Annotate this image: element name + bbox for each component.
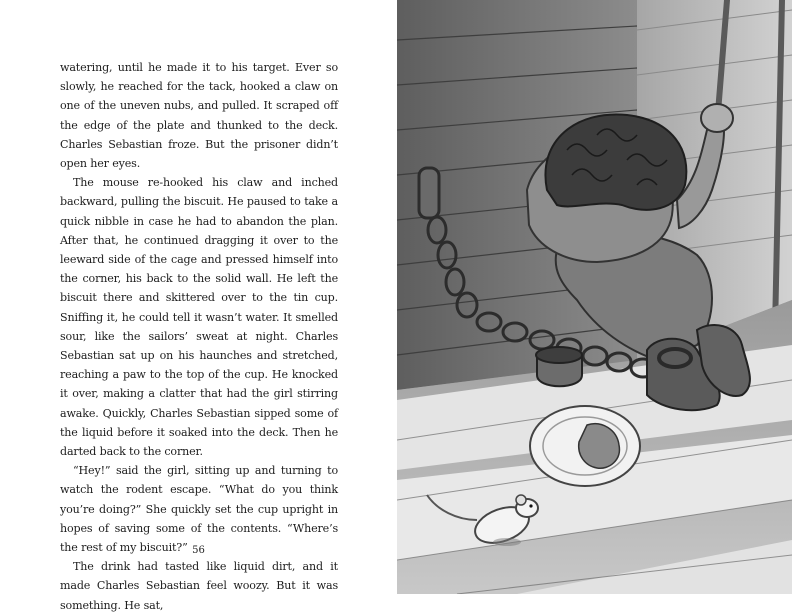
- paragraph-4: The drink had tasted like liquid dirt, and it made Charles Sebastian feel woozy. But it was something. He sat,: [60, 560, 338, 612]
- paragraph-1: watering, until he made it to his target. Ever so slowly, he reached for the tack, hooked a claw on one of the uneven nubs, and pulled. It scraped off the edge of the plate and thunked to the deck. Charles Sebastian froze. But the prisoner didn’t open her eyes.: [60, 61, 338, 171]
- text-page: [0, 0, 397, 612]
- paragraph-2: The mouse re-hooked his claw and inched backward, pulling the biscuit. He paused to take a quick nibble in case he had to abandon the plan. After that, he continued dragging it over to the leeward side of the cage and pressed himself into the corner, his back to the solid wall. He left the biscuit there and skittered over to the tin cup. Sniffing it, he could tell it wasn’t water. It smelled sour, like the sailors’ sweat at night. Charles Sebastian sat up on his haunches and stretched, reaching a paw to the top of the cup. He knocked it over, making a clatter that had the girl stirring awake. Quickly, Charles Sebastian sipped some of the liquid before it soaked into the deck. Then he darted back to the corner.: [60, 176, 338, 459]
- page-number: 56: [192, 545, 205, 556]
- page-text: [60, 58, 338, 615]
- tin-cup: [536, 347, 582, 386]
- plate-with-biscuit: [530, 406, 640, 486]
- paragraph-3: “Hey!” said the girl, sitting up and turning to watch the rodent escape. “What do you think you’re doing?” She quickly set the cup upright in hopes of saving some of the contents. “Where’s the rest of my biscuit?”: [60, 464, 338, 555]
- illustration-drawing: [397, 0, 792, 594]
- illustration: [397, 0, 792, 594]
